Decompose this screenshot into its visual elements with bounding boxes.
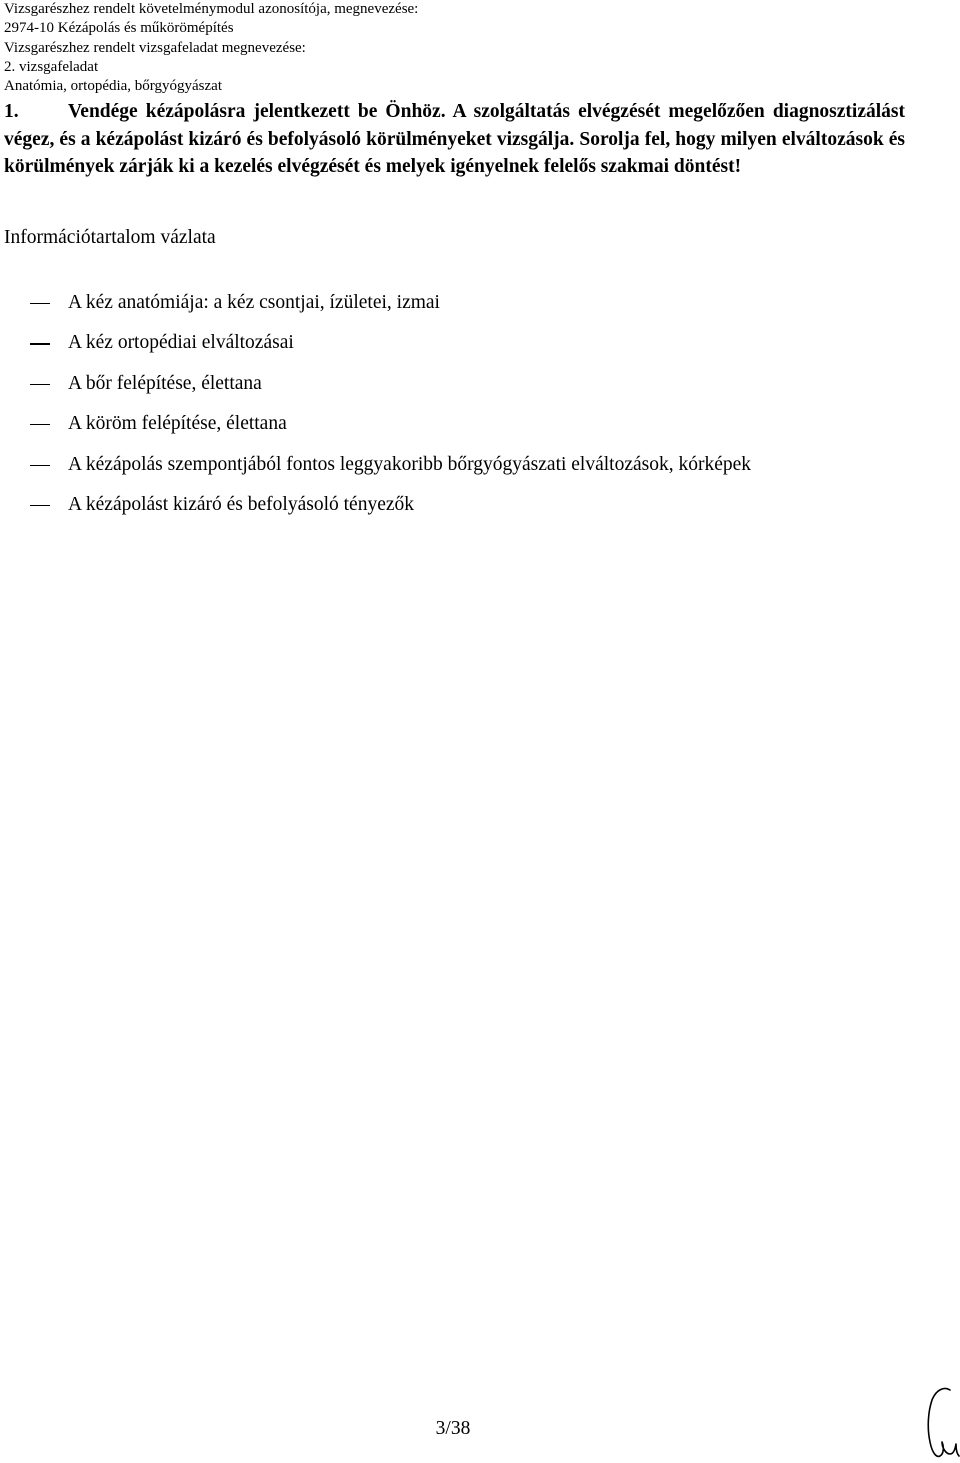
page-number: 3/38 bbox=[435, 1418, 471, 1439]
task-number: 1. bbox=[4, 101, 19, 122]
dash-bullet-icon bbox=[30, 465, 50, 466]
dash-bullet-icon bbox=[30, 424, 50, 425]
dash-bullet-icon bbox=[30, 303, 50, 304]
document-header bbox=[4, 0, 418, 96]
list-item-text: A kéz anatómiája: a kéz csontjai, ízületei, izmai bbox=[68, 292, 440, 313]
outline-list bbox=[30, 290, 751, 532]
header-task-title: Anatómia, ortopédia, bőrgyógyászat bbox=[4, 78, 222, 95]
outline-title: Információtartalom vázlata bbox=[4, 227, 216, 248]
list-item bbox=[30, 290, 751, 330]
dash-bullet-icon bbox=[30, 505, 50, 506]
list-item-text: A kézápolást kizáró és befolyásoló tényezők bbox=[68, 493, 415, 515]
header-module-label: Vizsgarészhez rendelt követelménymodul azonosítója, megnevezése: bbox=[4, 1, 419, 17]
handwritten-initials-icon bbox=[920, 1384, 960, 1463]
dash-bullet-icon bbox=[30, 343, 50, 344]
list-item-text: A bőr felépítése, élettana bbox=[68, 372, 262, 394]
task-question bbox=[4, 98, 905, 181]
list-item bbox=[30, 492, 751, 532]
header-task-label: Vizsgarészhez rendelt vizsgafeladat megnevezése: bbox=[4, 39, 306, 56]
header-module-value: 2974-10 Kézápolás és műkörömépítés bbox=[4, 20, 234, 37]
list-item-text: A köröm felépítése, élettana bbox=[68, 413, 287, 435]
list-item-text: A kéz ortopédiai elváltozásai bbox=[68, 332, 294, 354]
task-text: Vendége kézápolásra jelentkezett be Önhöz. A szolgáltatás elvégzését megelőzően diagnosztizálást végez, és a kézápolást kizáró és befolyásoló körülményeket vizsgálja. Sorolja fel, hogy milyen elváltozások és körülmények zárják ki a kezelés elvégzését és melyek igényelnek felelős szakmai döntést! bbox=[4, 101, 905, 177]
list-item-text: A kézápolás szempontjából fontos leggyakoribb bőrgyógyászati elváltozások, kórképek bbox=[68, 453, 752, 475]
list-item bbox=[30, 411, 751, 451]
list-item bbox=[30, 371, 751, 411]
header-task-number: 2. vizsgafeladat bbox=[4, 58, 99, 75]
dash-bullet-icon bbox=[30, 384, 50, 385]
list-item bbox=[30, 452, 751, 492]
list-item bbox=[30, 330, 751, 370]
